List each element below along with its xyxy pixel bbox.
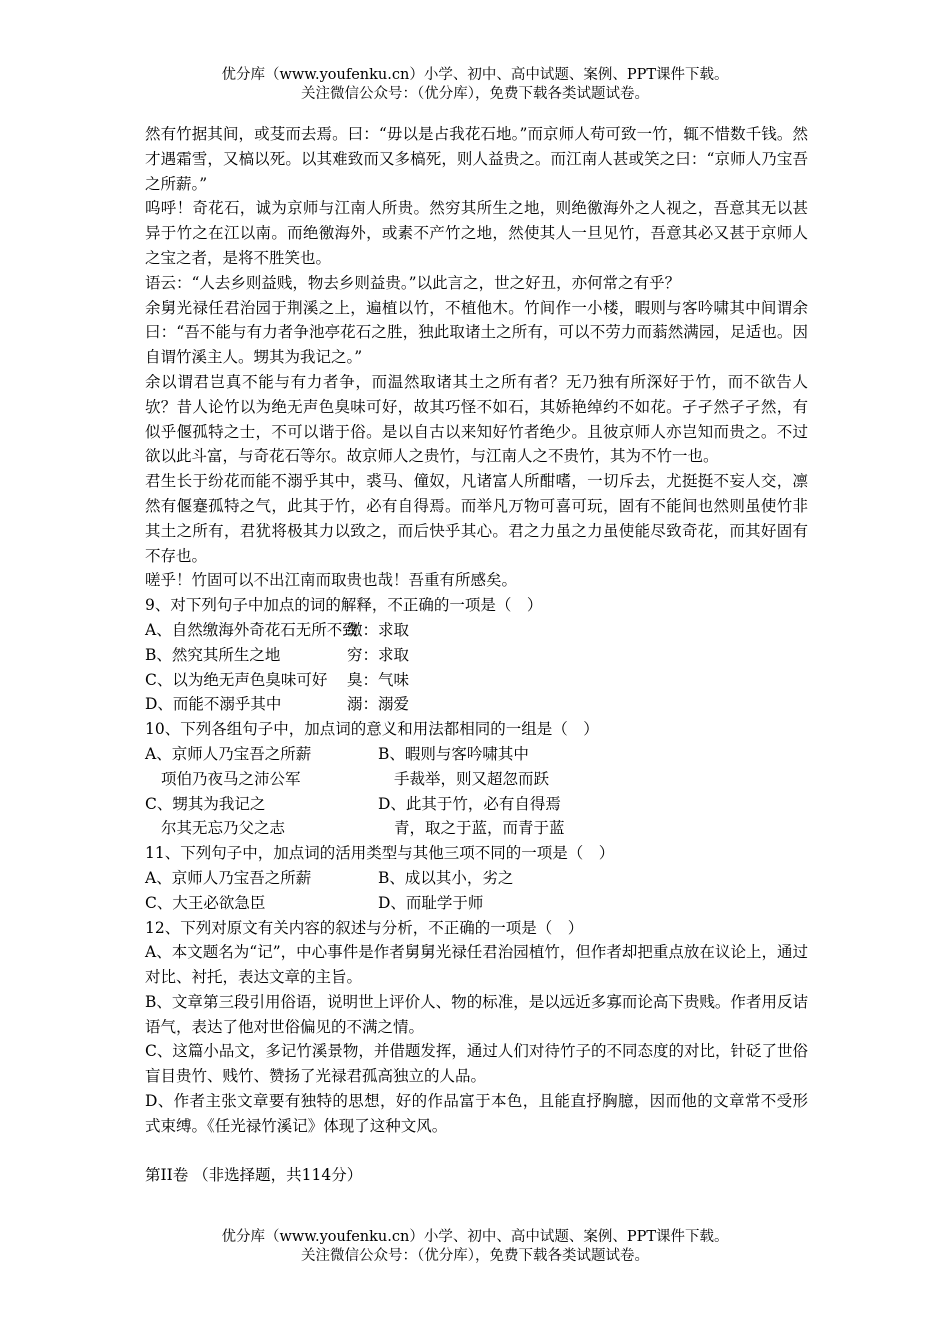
option-sentence: C、以为绝无声色臭味可好	[145, 670, 328, 689]
passage-paragraph: 然有竹据其间，或芟而去焉。曰：“毋以是占我花石地。”而京师人苟可致一竹，辄不惜数千钱。然才遇霜雪，又槁以死。以其难致而又多槁死，则人益贵之。而江南人甚或笑之曰：“京师人乃宝吾之所薪。”	[145, 125, 808, 193]
footer-line-1: 优分库（www.youfenku.cn）小学、初中、高中试题、案例、PPT课件下载。	[221, 1229, 729, 1245]
page-footer	[0, 1228, 950, 1266]
option-sentence: B、然究其所生之地	[145, 645, 281, 664]
option-c: C、大王必欲急臣	[145, 893, 266, 912]
option-gloss: 穷：求取	[347, 645, 410, 664]
question-10-row	[145, 742, 808, 767]
option-a-pair: 项伯乃夜马之沛公军	[161, 769, 301, 788]
question-12-option: A、本文题名为“记”，中心事件是作者舅舅光禄任君治园植竹，但作者却把重点放在议论上，通过对比、衬托，表达文章的主旨。	[145, 943, 808, 987]
document-body	[145, 122, 808, 1187]
option-d-pair: 青，取之于蓝，而青于蓝	[394, 819, 565, 838]
option-a: A、京师人乃宝吾之所薪	[145, 744, 312, 763]
option-d: D、而耻学于师	[378, 893, 484, 912]
option-b: B、成以其小，劣之	[378, 868, 514, 887]
question-12-option: D、作者主张文章要有独特的思想，好的作品富于本色，且能直抒胸臆，因而他的文章常不受形式束缚。《任光禄竹溪记》体现了这种文风。	[145, 1092, 808, 1135]
option-gloss: 溺：溺爱	[347, 695, 410, 714]
passage-paragraph: 嗟乎！竹固可以不出江南而取贵也哉！吾重有所感矣。	[145, 571, 518, 590]
question-11-row	[145, 891, 808, 916]
option-sentence: D、而能不溺乎其中	[145, 695, 282, 714]
question-12-option: B、文章第三段引用俗语，说明世上评价人、物的标准，是以远近多寡而论高下贵贱。作者用反诘语气，表达了他对世俗偏见的不满之情。	[145, 992, 808, 1036]
question-9-option	[145, 618, 808, 643]
header-line-2: 关注微信公众号：（优分库），免费下载各类试题试卷。	[301, 86, 649, 102]
question-9-option	[145, 692, 808, 717]
option-d: D、此其于竹，必有自得焉	[378, 794, 561, 813]
option-gloss: 缴：求取	[347, 620, 410, 639]
page-header	[0, 66, 950, 104]
option-c: C、甥其为我记之	[145, 794, 266, 813]
question-9-option	[145, 643, 808, 668]
passage-paragraph: 呜呼！奇花石，诚为京师与江南人所贵。然穷其所生之地，则绝徼海外之人视之，吾意其无以甚异于竹之在江以南。而绝徼海外，或素不产竹之地，然使其人一旦见竹，吾意其必又甚于京师人之宝之者，是将不胜笑也。	[145, 199, 808, 267]
option-b-pair: 手裁举，则又超忽而跃	[394, 769, 550, 788]
passage-paragraph: 君生长于纷花而能不溺乎其中，裘马、僮奴，凡诸富人所酣嗜，一切斥去，尤挺挺不妄人交，凛然有偃蹇孤特之气，此其于竹，必有自得焉。而举凡万物可喜可玩，固有不能间也然则虽使竹非其土之所有，君犹将极其力以致之，而后快乎其心。君之力虽之力虽使能尽致奇花，而其好固有不存也。	[145, 472, 808, 565]
question-11-row	[145, 866, 808, 891]
question-12-option: C、这篇小品文，多记竹溪景物，并借题发挥，通过人们对待竹子的不同态度的对比，针砭了世俗盲目贵竹、贱竹、赞扬了光禄君孤高独立的人品。	[145, 1042, 808, 1086]
question-11-stem: 11、下列句子中，加点词的活用类型与其他三项不同的一项是（ ）	[145, 844, 615, 863]
option-b: B、暇则与客吟啸其中	[378, 744, 529, 763]
question-9-stem: 9、对下列句子中加点的词的解释，不正确的一项是（ ）	[145, 596, 543, 615]
passage-paragraph: 余舅光禄任君治园于荆溪之上，遍植以竹，不植他木。竹间作一小楼，暇则与客吟啸其中间谓余曰：“吾不能与有力者争池亭花石之胜，独此取诸土之所有，可以不劳力而蓊然满园，足适也。因自谓竹溪主人。甥其为我记之。”	[145, 298, 808, 367]
option-a: A、京师人乃宝吾之所薪	[145, 868, 312, 887]
option-gloss: 臭：气味	[347, 670, 410, 689]
question-10-row	[145, 767, 808, 792]
passage-paragraph: 余以谓君岂真不能与有力者争，而温然取诸其土之所有者？无乃独有所深好于竹，而不欲告人欤？昔人论竹以为绝无声色臭味可好，故其巧怪不如石，其娇艳绰约不如花。孑孑然孑孑然，有似乎偃孤特之士，不可以谐于俗。是以自古以来知好竹者绝少。且彼京师人亦岂知而贵之。不过欲以此斗富，与奇花石等尔。故京师人之贵竹，与江南人之不贵竹，其为不竹一也。	[145, 372, 808, 466]
question-10-row	[145, 792, 808, 817]
header-line-1: 优分库（www.youfenku.cn）小学、初中、高中试题、案例、PPT课件下载。	[221, 67, 729, 83]
question-10-row	[145, 816, 808, 841]
footer-line-2: 关注微信公众号：（优分库），免费下载各类试题试卷。	[301, 1248, 649, 1264]
question-9-option	[145, 668, 808, 693]
question-12-stem: 12、下列对原文有关内容的叙述与分析，不正确的一项是（ ）	[145, 918, 584, 937]
section-title: 第II卷 （非选择题，共114分）	[145, 1165, 363, 1184]
option-sentence: A、自然缴海外奇花石无所不致	[145, 620, 358, 639]
passage-paragraph: 语云：“人去乡则益贱，物去乡则益贵。”以此言之，世之好丑，亦何常之有乎？	[145, 273, 681, 292]
question-10-stem: 10、下列各组句子中，加点词的意义和用法都相同的一组是（ ）	[145, 720, 599, 739]
option-c-pair: 尔其无忘乃父之志	[161, 819, 286, 838]
